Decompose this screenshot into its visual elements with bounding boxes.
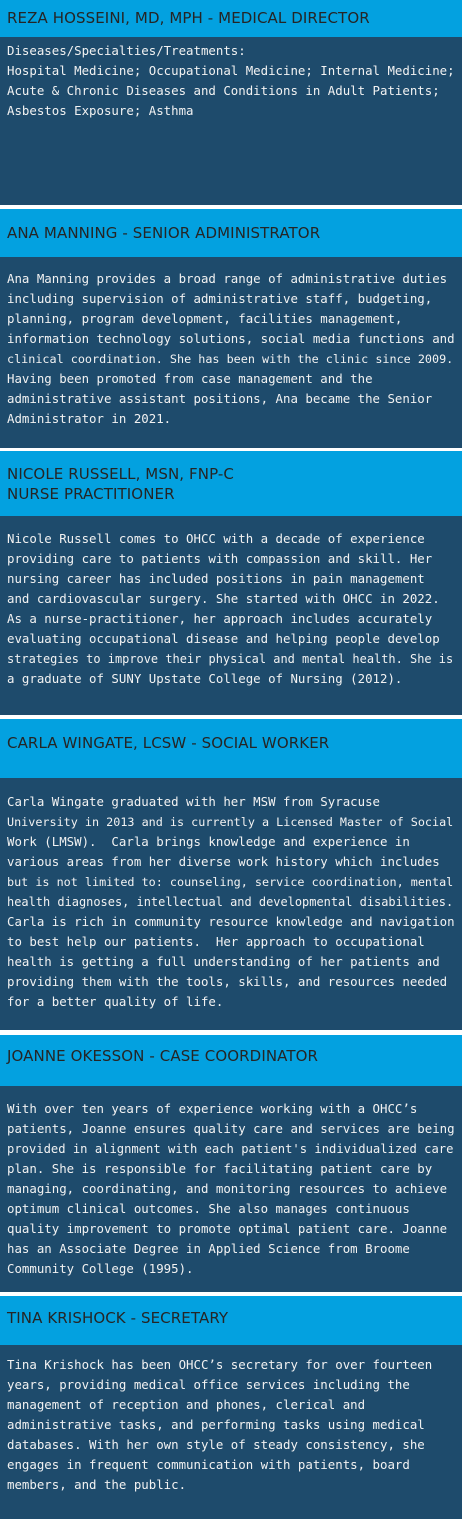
staff-card-medical-director — [0, 0, 462, 205]
staff-card-social-worker — [0, 719, 462, 1030]
staff-bio: Nicole Russell comes to OHCC with a decade of experience providing care to patients with compassion and skill. Her nursing career has included positions in pain management and cardiovascular surgery. She started with OHCC in 2022. As a nurse-practitioner, her approach includes accurately evaluating occupational disease and helping people develop strategies to improve their physical and mental health. She is a graduate of SUNY Upstate College of Nursing (2012). — [0, 516, 462, 715]
staff-card-senior-administrator — [0, 209, 462, 448]
staff-bio: Carla Wingate graduated with her MSW from Syracuse University in 2013 and is currently a Licensed Master of Social Work (LMSW). Carla brings knowledge and experience in various areas from her diverse work history which includes but is not limited to: counseling, service coordination, mental health diagnoses, intellectual and developmental disabilities. Carla is rich in community resource knowledge and navigation to best help our patients. Her approach to occupational health is getting a full understanding of her patients and providing them with the tools, skills, and resources needed for a better quality of life. — [0, 778, 462, 1030]
staff-name-heading: TINA KRISHOCK - SECRETARY — [0, 1296, 462, 1345]
staff-name-heading: CARLA WINGATE, LCSW - SOCIAL WORKER — [0, 719, 462, 778]
staff-bio: With over ten years of experience working with a OHCC’s patients, Joanne ensures quality care and services are being provided in alignment with each patient's individualized care plan. She is responsible for facilitating patient care by managing, coordinating, and monitoring resources to achieve optimum clinical outcomes. She also manages continuous quality improvement to promote optimal patient care. Joanne has an Associate Degree in Applied Science from Broome Community College (1995). — [0, 1086, 462, 1292]
staff-name-heading: NICOLE RUSSELL, MSN, FNP-C NURSE PRACTITIONER — [0, 451, 462, 516]
staff-name-heading: ANA MANNING - SENIOR ADMINISTRATOR — [0, 209, 462, 257]
staff-name-heading: JOANNE OKESSON - CASE COORDINATOR — [0, 1035, 462, 1086]
staff-bio: Tina Krishock has been OHCC’s secretary for over fourteen years, providing medical office services including the management of reception and phones, clerical and administrative tasks, and performing tasks using medical databases. With her own style of steady consistency, she engages in frequent communication with patients, board members, and the public. — [0, 1345, 462, 1519]
staff-card-secretary — [0, 1296, 462, 1519]
staff-bio: Diseases/Specialties/Treatments: Hospital Medicine; Occupational Medicine; Internal Medicine; Acute & Chronic Diseases and Conditions in Adult Patients; Asbestos Exposure; Asthma — [0, 37, 462, 205]
staff-bio: Ana Manning provides a broad range of administrative duties including supervision of administrative staff, budgeting, planning, program development, facilities management, information technology solutions, social media functions and clinical coordination. She has been with the clinic since 2009. Having been promoted from case management and the administrative assistant positions, Ana became the Senior Administrator in 2021. — [0, 257, 462, 448]
staff-name-heading: REZA HOSSEINI, MD, MPH - MEDICAL DIRECTOR — [0, 0, 462, 37]
staff-card-nurse-practitioner — [0, 451, 462, 715]
staff-card-case-coordinator — [0, 1035, 462, 1292]
